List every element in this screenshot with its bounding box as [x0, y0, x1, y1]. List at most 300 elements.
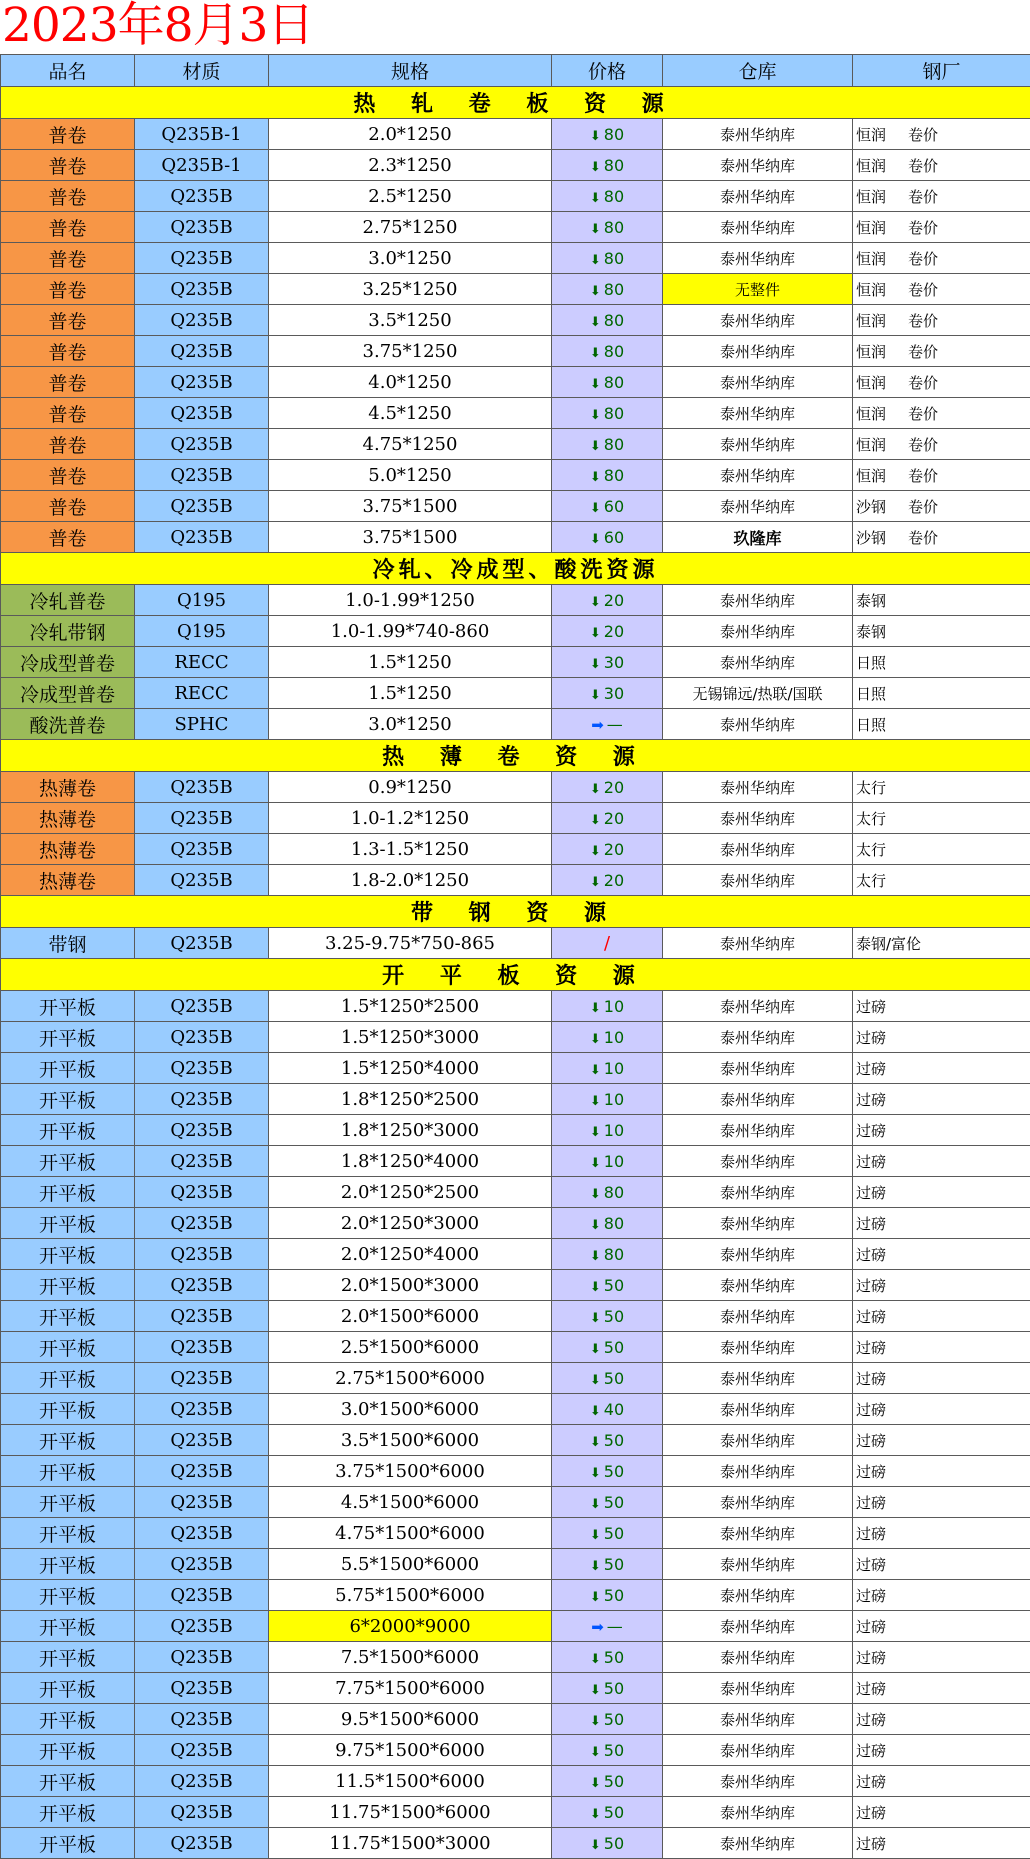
cell-material[interactable]: Q235B: [135, 1115, 269, 1146]
cell-mill[interactable]: [853, 1394, 1030, 1425]
cell-warehouse[interactable]: 泰州华纳库: [663, 460, 853, 491]
cell-warehouse[interactable]: 泰州华纳库: [663, 709, 853, 740]
cell-mill[interactable]: [853, 1208, 1030, 1239]
cell-spec[interactable]: 1.0-1.99*1250: [269, 585, 552, 616]
cell-product-name[interactable]: 冷成型普卷: [1, 678, 135, 709]
cell-spec[interactable]: 3.25-9.75*750-865: [269, 928, 552, 959]
cell-warehouse[interactable]: 无整件: [663, 274, 853, 305]
cell-mill[interactable]: [853, 1022, 1030, 1053]
cell-mill[interactable]: [853, 772, 1030, 803]
cell-material[interactable]: Q235B: [135, 1797, 269, 1828]
cell-price[interactable]: [552, 1208, 663, 1239]
cell-price[interactable]: [552, 1828, 663, 1859]
cell-material[interactable]: Q235B-1: [135, 119, 269, 150]
cell-spec[interactable]: 1.0-1.2*1250: [269, 803, 552, 834]
cell-mill[interactable]: [853, 616, 1030, 647]
cell-warehouse[interactable]: 泰州华纳库: [663, 491, 853, 522]
cell-material[interactable]: Q235B: [135, 460, 269, 491]
cell-price[interactable]: [552, 522, 663, 553]
section-title[interactable]: 冷轧、冷成型、酸洗资源: [1, 553, 1030, 585]
cell-mill[interactable]: [853, 119, 1030, 150]
cell-price[interactable]: [552, 1611, 663, 1642]
cell-mill[interactable]: [853, 1518, 1030, 1549]
cell-material[interactable]: Q235B: [135, 1208, 269, 1239]
cell-material[interactable]: Q235B: [135, 1363, 269, 1394]
cell-price[interactable]: [552, 119, 663, 150]
cell-mill[interactable]: [853, 928, 1030, 959]
cell-price[interactable]: [552, 460, 663, 491]
cell-material[interactable]: RECC: [135, 678, 269, 709]
cell-product-name[interactable]: 开平板: [1, 1239, 135, 1270]
cell-spec[interactable]: 3.5*1500*6000: [269, 1425, 552, 1456]
cell-spec[interactable]: 3.75*1500: [269, 491, 552, 522]
cell-price[interactable]: [552, 243, 663, 274]
cell-spec[interactable]: 11.5*1500*6000: [269, 1766, 552, 1797]
cell-mill[interactable]: [853, 834, 1030, 865]
cell-spec[interactable]: 3.75*1500: [269, 522, 552, 553]
cell-spec[interactable]: 2.75*1500*6000: [269, 1363, 552, 1394]
cell-spec[interactable]: 2.3*1250: [269, 150, 552, 181]
cell-warehouse[interactable]: 泰州华纳库: [663, 803, 853, 834]
cell-spec[interactable]: 11.75*1500*6000: [269, 1797, 552, 1828]
cell-spec[interactable]: 6*2000*9000: [269, 1611, 552, 1642]
cell-material[interactable]: Q195: [135, 585, 269, 616]
cell-mill[interactable]: [853, 1673, 1030, 1704]
cell-price[interactable]: [552, 212, 663, 243]
cell-material[interactable]: Q235B: [135, 522, 269, 553]
cell-product-name[interactable]: 热薄卷: [1, 803, 135, 834]
cell-price[interactable]: [552, 1549, 663, 1580]
cell-mill[interactable]: [853, 1456, 1030, 1487]
cell-material[interactable]: Q235B: [135, 991, 269, 1022]
header-warehouse[interactable]: 仓库: [663, 55, 853, 87]
cell-product-name[interactable]: 普卷: [1, 491, 135, 522]
cell-product-name[interactable]: 开平板: [1, 1642, 135, 1673]
cell-mill[interactable]: [853, 491, 1030, 522]
cell-spec[interactable]: 3.25*1250: [269, 274, 552, 305]
cell-price[interactable]: [552, 1022, 663, 1053]
cell-warehouse[interactable]: 泰州华纳库: [663, 119, 853, 150]
cell-warehouse[interactable]: 泰州华纳库: [663, 1518, 853, 1549]
cell-price[interactable]: [552, 1270, 663, 1301]
cell-material[interactable]: Q235B: [135, 1332, 269, 1363]
cell-spec[interactable]: 9.75*1500*6000: [269, 1735, 552, 1766]
cell-product-name[interactable]: 冷成型普卷: [1, 647, 135, 678]
header-spec[interactable]: 规格: [269, 55, 552, 87]
cell-spec[interactable]: 7.5*1500*6000: [269, 1642, 552, 1673]
cell-material[interactable]: Q235B: [135, 1239, 269, 1270]
cell-spec[interactable]: 2.75*1250: [269, 212, 552, 243]
cell-price[interactable]: [552, 834, 663, 865]
cell-warehouse[interactable]: 泰州华纳库: [663, 1332, 853, 1363]
cell-spec[interactable]: 1.5*1250: [269, 678, 552, 709]
section-title[interactable]: 热 薄 卷 资 源: [1, 740, 1030, 772]
cell-warehouse[interactable]: 泰州华纳库: [663, 1208, 853, 1239]
cell-spec[interactable]: 1.5*1250*2500: [269, 991, 552, 1022]
cell-spec[interactable]: 5.0*1250: [269, 460, 552, 491]
cell-warehouse[interactable]: 泰州华纳库: [663, 181, 853, 212]
cell-material[interactable]: Q235B: [135, 1580, 269, 1611]
cell-warehouse[interactable]: 泰州华纳库: [663, 1828, 853, 1859]
cell-mill[interactable]: [853, 1611, 1030, 1642]
cell-product-name[interactable]: 酸洗普卷: [1, 709, 135, 740]
cell-mill[interactable]: [853, 336, 1030, 367]
cell-price[interactable]: [552, 1239, 663, 1270]
cell-price[interactable]: [552, 772, 663, 803]
cell-warehouse[interactable]: 泰州华纳库: [663, 1611, 853, 1642]
cell-mill[interactable]: [853, 1332, 1030, 1363]
cell-material[interactable]: Q235B: [135, 803, 269, 834]
cell-warehouse[interactable]: 泰州华纳库: [663, 1487, 853, 1518]
cell-mill[interactable]: [853, 1177, 1030, 1208]
cell-warehouse[interactable]: 泰州华纳库: [663, 1766, 853, 1797]
cell-spec[interactable]: 4.0*1250: [269, 367, 552, 398]
cell-warehouse[interactable]: 泰州华纳库: [663, 367, 853, 398]
cell-material[interactable]: SPHC: [135, 709, 269, 740]
cell-spec[interactable]: 2.5*1250: [269, 181, 552, 212]
cell-warehouse[interactable]: 泰州华纳库: [663, 243, 853, 274]
cell-material[interactable]: Q235B: [135, 1487, 269, 1518]
cell-material[interactable]: Q235B: [135, 1704, 269, 1735]
cell-warehouse[interactable]: 泰州华纳库: [663, 1053, 853, 1084]
cell-warehouse[interactable]: 泰州华纳库: [663, 865, 853, 896]
cell-price[interactable]: [552, 865, 663, 896]
cell-material[interactable]: Q235B: [135, 336, 269, 367]
cell-warehouse[interactable]: 泰州华纳库: [663, 1704, 853, 1735]
cell-product-name[interactable]: 普卷: [1, 243, 135, 274]
cell-price[interactable]: [552, 1797, 663, 1828]
cell-warehouse[interactable]: 泰州华纳库: [663, 1580, 853, 1611]
cell-material[interactable]: Q235B: [135, 1456, 269, 1487]
cell-mill[interactable]: [853, 243, 1030, 274]
cell-warehouse[interactable]: 泰州华纳库: [663, 305, 853, 336]
cell-material[interactable]: Q235B: [135, 928, 269, 959]
cell-mill[interactable]: [853, 1270, 1030, 1301]
cell-product-name[interactable]: 开平板: [1, 1828, 135, 1859]
header-price[interactable]: 价格: [552, 55, 663, 87]
cell-mill[interactable]: [853, 1642, 1030, 1673]
cell-mill[interactable]: [853, 1766, 1030, 1797]
cell-mill[interactable]: [853, 181, 1030, 212]
cell-product-name[interactable]: 开平板: [1, 1177, 135, 1208]
cell-spec[interactable]: 0.9*1250: [269, 772, 552, 803]
cell-product-name[interactable]: 开平板: [1, 1146, 135, 1177]
cell-warehouse[interactable]: 泰州华纳库: [663, 398, 853, 429]
cell-product-name[interactable]: 开平板: [1, 1394, 135, 1425]
cell-product-name[interactable]: 开平板: [1, 1766, 135, 1797]
cell-warehouse[interactable]: 泰州华纳库: [663, 1270, 853, 1301]
header-mill[interactable]: 钢厂: [853, 55, 1030, 87]
cell-product-name[interactable]: 开平板: [1, 1363, 135, 1394]
cell-product-name[interactable]: 开平板: [1, 1704, 135, 1735]
cell-price[interactable]: [552, 1673, 663, 1704]
header-name[interactable]: 品名: [1, 55, 135, 87]
cell-spec[interactable]: 9.5*1500*6000: [269, 1704, 552, 1735]
cell-spec[interactable]: 1.8-2.0*1250: [269, 865, 552, 896]
cell-material[interactable]: Q235B: [135, 834, 269, 865]
cell-warehouse[interactable]: 泰州华纳库: [663, 616, 853, 647]
cell-product-name[interactable]: 普卷: [1, 522, 135, 553]
cell-product-name[interactable]: 普卷: [1, 367, 135, 398]
cell-material[interactable]: Q235B: [135, 305, 269, 336]
cell-material[interactable]: Q235B: [135, 1053, 269, 1084]
cell-mill[interactable]: [853, 1580, 1030, 1611]
cell-material[interactable]: Q235B: [135, 1177, 269, 1208]
cell-price[interactable]: [552, 274, 663, 305]
cell-product-name[interactable]: 开平板: [1, 1425, 135, 1456]
cell-mill[interactable]: [853, 1735, 1030, 1766]
cell-spec[interactable]: 1.0-1.99*740-860: [269, 616, 552, 647]
cell-material[interactable]: Q235B: [135, 181, 269, 212]
cell-mill[interactable]: [853, 1115, 1030, 1146]
cell-material[interactable]: Q235B: [135, 1146, 269, 1177]
cell-price[interactable]: [552, 991, 663, 1022]
cell-price[interactable]: [552, 1053, 663, 1084]
cell-product-name[interactable]: 开平板: [1, 991, 135, 1022]
cell-price[interactable]: [552, 678, 663, 709]
cell-mill[interactable]: [853, 1425, 1030, 1456]
cell-price[interactable]: [552, 1394, 663, 1425]
cell-mill[interactable]: [853, 709, 1030, 740]
cell-mill[interactable]: [853, 1487, 1030, 1518]
cell-warehouse[interactable]: 泰州华纳库: [663, 991, 853, 1022]
cell-material[interactable]: Q235B: [135, 1735, 269, 1766]
cell-price[interactable]: [552, 398, 663, 429]
cell-price[interactable]: [552, 181, 663, 212]
cell-price[interactable]: [552, 1456, 663, 1487]
cell-product-name[interactable]: 开平板: [1, 1611, 135, 1642]
cell-product-name[interactable]: 冷轧带钢: [1, 616, 135, 647]
cell-spec[interactable]: 2.0*1250: [269, 119, 552, 150]
cell-product-name[interactable]: 开平板: [1, 1301, 135, 1332]
cell-spec[interactable]: 1.8*1250*4000: [269, 1146, 552, 1177]
cell-material[interactable]: Q235B: [135, 243, 269, 274]
cell-material[interactable]: Q235B: [135, 398, 269, 429]
cell-product-name[interactable]: 带钢: [1, 928, 135, 959]
cell-mill[interactable]: [853, 305, 1030, 336]
cell-material[interactable]: Q235B: [135, 1611, 269, 1642]
cell-spec[interactable]: 2.5*1500*6000: [269, 1332, 552, 1363]
cell-mill[interactable]: [853, 678, 1030, 709]
cell-mill[interactable]: [853, 1053, 1030, 1084]
cell-mill[interactable]: [853, 991, 1030, 1022]
cell-price[interactable]: [552, 1301, 663, 1332]
cell-material[interactable]: Q235B: [135, 1642, 269, 1673]
cell-spec[interactable]: 5.75*1500*6000: [269, 1580, 552, 1611]
cell-mill[interactable]: [853, 274, 1030, 305]
cell-price[interactable]: [552, 1518, 663, 1549]
cell-material[interactable]: Q195: [135, 616, 269, 647]
cell-mill[interactable]: [853, 1549, 1030, 1580]
cell-mill[interactable]: [853, 1084, 1030, 1115]
cell-spec[interactable]: 3.0*1250: [269, 709, 552, 740]
cell-mill[interactable]: [853, 522, 1030, 553]
cell-material[interactable]: Q235B-1: [135, 150, 269, 181]
cell-price[interactable]: [552, 1363, 663, 1394]
cell-product-name[interactable]: 开平板: [1, 1053, 135, 1084]
cell-product-name[interactable]: 普卷: [1, 336, 135, 367]
cell-product-name[interactable]: 普卷: [1, 181, 135, 212]
cell-price[interactable]: [552, 647, 663, 678]
cell-material[interactable]: Q235B: [135, 274, 269, 305]
section-title[interactable]: 热 轧 卷 板 资 源: [1, 87, 1030, 119]
cell-spec[interactable]: 3.75*1500*6000: [269, 1456, 552, 1487]
cell-mill[interactable]: [853, 647, 1030, 678]
cell-material[interactable]: Q235B: [135, 865, 269, 896]
cell-mill[interactable]: [853, 1301, 1030, 1332]
cell-spec[interactable]: 5.5*1500*6000: [269, 1549, 552, 1580]
cell-warehouse[interactable]: 泰州华纳库: [663, 1549, 853, 1580]
cell-product-name[interactable]: 普卷: [1, 460, 135, 491]
cell-spec[interactable]: 1.3-1.5*1250: [269, 834, 552, 865]
cell-price[interactable]: [552, 1177, 663, 1208]
cell-product-name[interactable]: 普卷: [1, 150, 135, 181]
cell-warehouse[interactable]: 泰州华纳库: [663, 336, 853, 367]
cell-mill[interactable]: [853, 1239, 1030, 1270]
cell-warehouse[interactable]: 泰州华纳库: [663, 772, 853, 803]
cell-product-name[interactable]: 冷轧普卷: [1, 585, 135, 616]
cell-spec[interactable]: 4.5*1500*6000: [269, 1487, 552, 1518]
cell-spec[interactable]: 3.0*1500*6000: [269, 1394, 552, 1425]
cell-price[interactable]: [552, 1487, 663, 1518]
cell-mill[interactable]: [853, 460, 1030, 491]
cell-product-name[interactable]: 普卷: [1, 212, 135, 243]
cell-spec[interactable]: 1.8*1250*3000: [269, 1115, 552, 1146]
cell-warehouse[interactable]: 泰州华纳库: [663, 1022, 853, 1053]
cell-product-name[interactable]: 开平板: [1, 1673, 135, 1704]
cell-mill[interactable]: [853, 585, 1030, 616]
cell-price[interactable]: [552, 1735, 663, 1766]
cell-warehouse[interactable]: 无锡锦远/热联/国联: [663, 678, 853, 709]
cell-price[interactable]: [552, 367, 663, 398]
cell-mill[interactable]: [853, 1828, 1030, 1859]
cell-material[interactable]: Q235B: [135, 1270, 269, 1301]
cell-spec[interactable]: 1.5*1250*4000: [269, 1053, 552, 1084]
cell-warehouse[interactable]: 泰州华纳库: [663, 1456, 853, 1487]
cell-product-name[interactable]: 开平板: [1, 1022, 135, 1053]
cell-warehouse[interactable]: 泰州华纳库: [663, 1115, 853, 1146]
cell-mill[interactable]: [853, 803, 1030, 834]
cell-price[interactable]: [552, 1332, 663, 1363]
cell-mill[interactable]: [853, 1797, 1030, 1828]
cell-mill[interactable]: [853, 212, 1030, 243]
cell-product-name[interactable]: 热薄卷: [1, 772, 135, 803]
cell-warehouse[interactable]: 玖隆库: [663, 522, 853, 553]
cell-mill[interactable]: [853, 429, 1030, 460]
cell-product-name[interactable]: 热薄卷: [1, 834, 135, 865]
cell-price[interactable]: [552, 1766, 663, 1797]
cell-product-name[interactable]: 开平板: [1, 1456, 135, 1487]
cell-warehouse[interactable]: 泰州华纳库: [663, 1642, 853, 1673]
cell-spec[interactable]: 7.75*1500*6000: [269, 1673, 552, 1704]
cell-spec[interactable]: 3.75*1250: [269, 336, 552, 367]
cell-material[interactable]: Q235B: [135, 1673, 269, 1704]
cell-warehouse[interactable]: 泰州华纳库: [663, 1673, 853, 1704]
cell-warehouse[interactable]: 泰州华纳库: [663, 1797, 853, 1828]
cell-warehouse[interactable]: 泰州华纳库: [663, 150, 853, 181]
cell-price[interactable]: [552, 1115, 663, 1146]
cell-price[interactable]: [552, 150, 663, 181]
cell-product-name[interactable]: 开平板: [1, 1735, 135, 1766]
cell-warehouse[interactable]: 泰州华纳库: [663, 429, 853, 460]
cell-product-name[interactable]: 开平板: [1, 1115, 135, 1146]
section-title[interactable]: 开 平 板 资 源: [1, 959, 1030, 991]
cell-spec[interactable]: 2.0*1250*3000: [269, 1208, 552, 1239]
cell-warehouse[interactable]: 泰州华纳库: [663, 1735, 853, 1766]
cell-spec[interactable]: 2.0*1250*2500: [269, 1177, 552, 1208]
cell-warehouse[interactable]: 泰州华纳库: [663, 212, 853, 243]
cell-product-name[interactable]: 开平板: [1, 1580, 135, 1611]
cell-price[interactable]: [552, 709, 663, 740]
cell-product-name[interactable]: 热薄卷: [1, 865, 135, 896]
cell-price[interactable]: [552, 1580, 663, 1611]
cell-material[interactable]: Q235B: [135, 1394, 269, 1425]
cell-product-name[interactable]: 普卷: [1, 398, 135, 429]
cell-spec[interactable]: 2.0*1500*6000: [269, 1301, 552, 1332]
cell-warehouse[interactable]: 泰州华纳库: [663, 1301, 853, 1332]
cell-material[interactable]: Q235B: [135, 1766, 269, 1797]
cell-warehouse[interactable]: 泰州华纳库: [663, 1394, 853, 1425]
cell-spec[interactable]: 4.75*1250: [269, 429, 552, 460]
cell-spec[interactable]: 4.5*1250: [269, 398, 552, 429]
cell-material[interactable]: Q235B: [135, 1549, 269, 1580]
cell-material[interactable]: Q235B: [135, 772, 269, 803]
cell-warehouse[interactable]: 泰州华纳库: [663, 647, 853, 678]
cell-price[interactable]: [552, 1146, 663, 1177]
cell-spec[interactable]: 3.5*1250: [269, 305, 552, 336]
cell-material[interactable]: Q235B: [135, 1022, 269, 1053]
cell-price[interactable]: [552, 616, 663, 647]
cell-warehouse[interactable]: 泰州华纳库: [663, 1084, 853, 1115]
cell-material[interactable]: Q235B: [135, 367, 269, 398]
cell-product-name[interactable]: 普卷: [1, 429, 135, 460]
cell-warehouse[interactable]: 泰州华纳库: [663, 834, 853, 865]
cell-warehouse[interactable]: 泰州华纳库: [663, 1363, 853, 1394]
cell-product-name[interactable]: 普卷: [1, 305, 135, 336]
cell-warehouse[interactable]: 泰州华纳库: [663, 1425, 853, 1456]
cell-price[interactable]: [552, 585, 663, 616]
cell-product-name[interactable]: 开平板: [1, 1208, 135, 1239]
cell-spec[interactable]: 2.0*1500*3000: [269, 1270, 552, 1301]
cell-mill[interactable]: [853, 1146, 1030, 1177]
cell-spec[interactable]: 1.5*1250*3000: [269, 1022, 552, 1053]
cell-warehouse[interactable]: 泰州华纳库: [663, 1239, 853, 1270]
cell-price[interactable]: [552, 1642, 663, 1673]
cell-product-name[interactable]: 开平板: [1, 1549, 135, 1580]
cell-spec[interactable]: 2.0*1250*4000: [269, 1239, 552, 1270]
cell-material[interactable]: Q235B: [135, 1425, 269, 1456]
cell-warehouse[interactable]: 泰州华纳库: [663, 1146, 853, 1177]
cell-spec[interactable]: 1.8*1250*2500: [269, 1084, 552, 1115]
cell-price[interactable]: [552, 305, 663, 336]
cell-material[interactable]: Q235B: [135, 1084, 269, 1115]
cell-material[interactable]: RECC: [135, 647, 269, 678]
cell-material[interactable]: Q235B: [135, 212, 269, 243]
cell-mill[interactable]: [853, 367, 1030, 398]
cell-product-name[interactable]: 开平板: [1, 1797, 135, 1828]
cell-mill[interactable]: [853, 1363, 1030, 1394]
cell-product-name[interactable]: 开平板: [1, 1487, 135, 1518]
cell-warehouse[interactable]: 泰州华纳库: [663, 1177, 853, 1208]
cell-material[interactable]: Q235B: [135, 1828, 269, 1859]
header-material[interactable]: 材质: [135, 55, 269, 87]
cell-product-name[interactable]: 开平板: [1, 1084, 135, 1115]
cell-material[interactable]: Q235B: [135, 429, 269, 460]
cell-price[interactable]: [552, 1084, 663, 1115]
cell-product-name[interactable]: 普卷: [1, 274, 135, 305]
cell-mill[interactable]: [853, 865, 1030, 896]
cell-product-name[interactable]: 普卷: [1, 119, 135, 150]
